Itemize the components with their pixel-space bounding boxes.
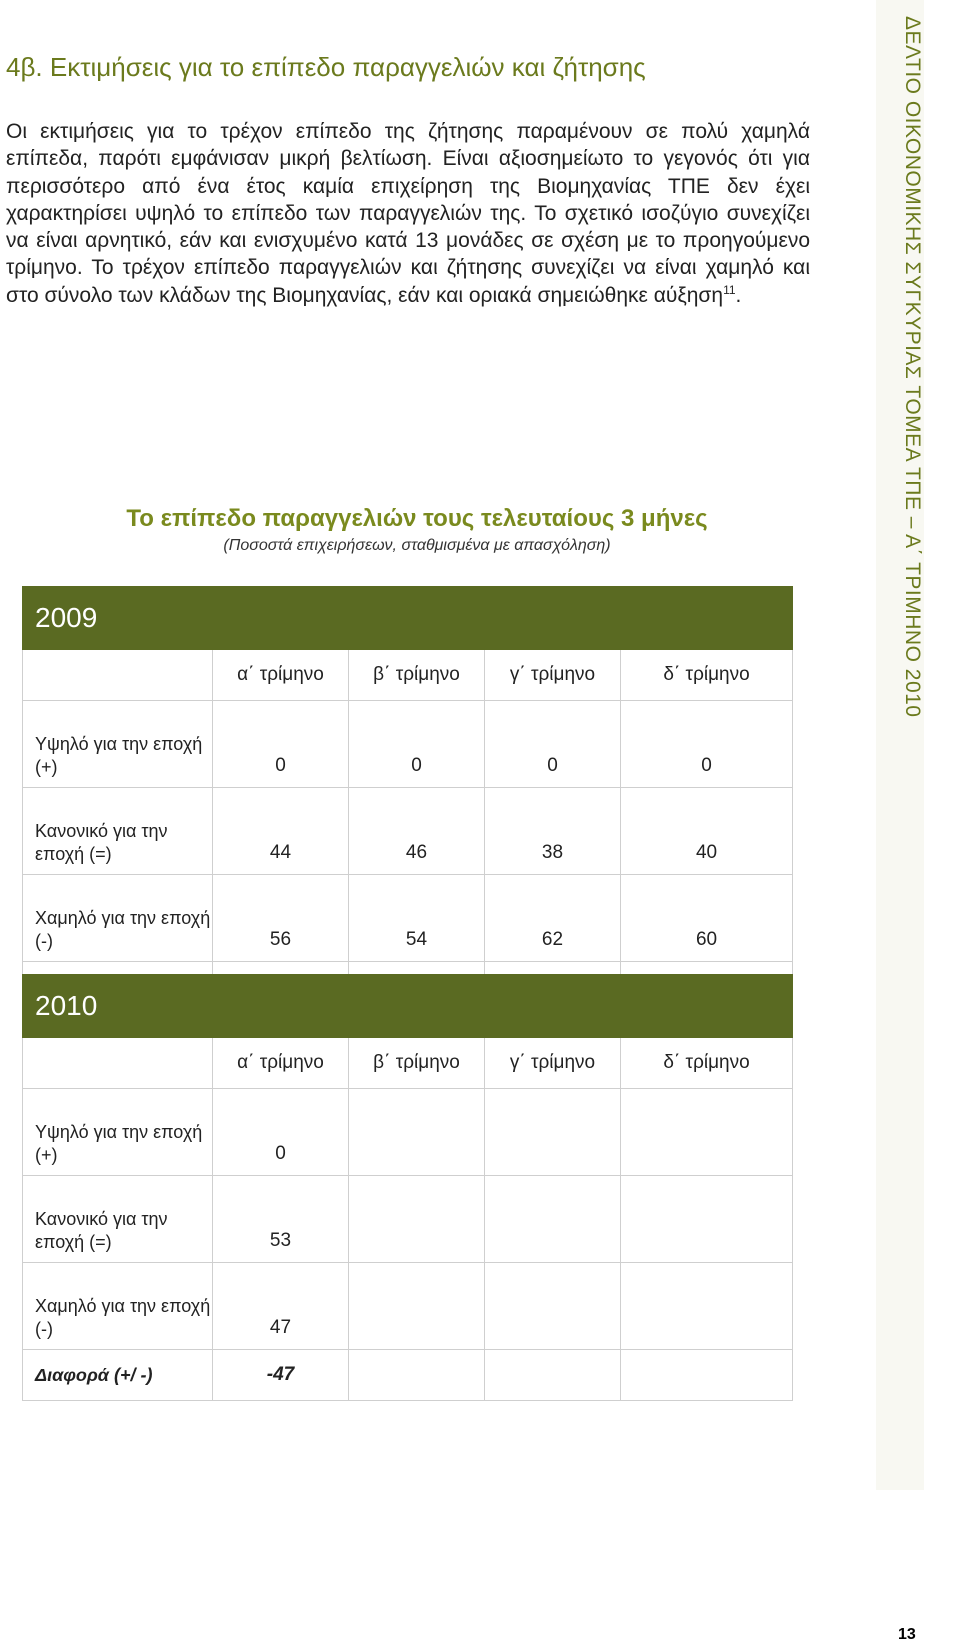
year-label-2009: 2009 — [23, 587, 793, 650]
cell-value — [485, 1089, 621, 1176]
page-number: 13 — [898, 1626, 916, 1643]
quarter-header-b: β΄ τρίμηνο — [349, 650, 485, 701]
table-row-normal — [23, 788, 793, 875]
cell-value: 0 — [621, 701, 793, 788]
year-row-2009 — [23, 587, 793, 650]
year-label-2010: 2010 — [23, 975, 793, 1038]
table-row-high — [23, 701, 793, 788]
cell-value: 62 — [485, 875, 621, 962]
quarter-header-c: γ΄ τρίμηνο — [485, 650, 621, 701]
cell-value: 56 — [213, 875, 349, 962]
cell-value: 53 — [213, 1176, 349, 1263]
table-title: Το επίπεδο παραγγελιών τους τελευταίους 3 μήνες — [126, 505, 708, 532]
cell-value: 38 — [485, 788, 621, 875]
cell-value: 46 — [349, 788, 485, 875]
cell-value — [349, 1263, 485, 1350]
year-row-2010 — [23, 975, 793, 1038]
cell-value — [621, 1350, 793, 1401]
table-2010 — [22, 974, 792, 1401]
sidebar-title: ΔΕΛΤΙΟ ΟΙΚΟΝΟΜΙΚΗΣ ΣΥΓΚΥΡΙΑΣ ΤΟΜΕΑ ΤΠΕ – Α΄ ΤΡΙΜΗΝΟ 2010 — [901, 16, 924, 718]
cell-value: 0 — [213, 1089, 349, 1176]
cell-value — [349, 1176, 485, 1263]
table-row-normal — [23, 1176, 793, 1263]
cell-value: 0 — [349, 701, 485, 788]
cell-value: 40 — [621, 788, 793, 875]
quarter-header-b: β΄ τρίμηνο — [349, 1038, 485, 1089]
row-label-normal: Κανονικό για την εποχή (=) — [23, 1176, 213, 1263]
row-label-low: Χαμηλό για την εποχή (-) — [23, 875, 213, 962]
cell-value — [621, 1263, 793, 1350]
row-label-high: Υψηλό για την εποχή (+) — [23, 701, 213, 788]
table-subtitle: (Ποσοστά επιχειρήσεων, σταθμισμένα με απασχόληση) — [223, 537, 611, 554]
cell-value — [485, 1263, 621, 1350]
quarter-header-c: γ΄ τρίμηνο — [485, 1038, 621, 1089]
paragraph-text: Οι εκτιμήσεις για το τρέχον επίπεδο της ζήτησης παραμένουν σε πολύ χαμηλά επίπεδα, παρότι εμφάνισαν μικρή βελτίωση. Είναι αξιοσημείωτο το γεγονός ότι για περισσότερο από ένα έτος καμία επιχείρηση της Βιομηχανίας ΤΠΕ δεν έχει χαρακτηρίσει υψηλό το επίπεδο των παραγγελιών της. Το σχετικό ισοζύγιο συνεχίζει να είναι αρνητικό, εάν και ενισχυμένο κατά 13 μονάδες σε σχέση με το προηγούμενο τρίμηνο. Το τρέχον επίπεδο παραγγελιών και ζήτησης συνεχίζει να είναι χαμηλό και στο σύνολο των κλάδων της Βιομηχανίας, εάν και οριακά σημειώθηκε αύξηση — [6, 120, 810, 307]
row-label-diff: Διαφορά (+/ -) — [23, 1350, 213, 1401]
row-label-high: Υψηλό για την εποχή (+) — [23, 1089, 213, 1176]
cell-value: 0 — [213, 701, 349, 788]
cell-value — [621, 1089, 793, 1176]
cell-value — [349, 1350, 485, 1401]
empty-header-cell — [23, 650, 213, 701]
cell-value — [485, 1176, 621, 1263]
row-label-normal: Κανονικό για την εποχή (=) — [23, 788, 213, 875]
quarter-header-d: δ΄ τρίμηνο — [621, 650, 793, 701]
table-row-diff — [23, 1350, 793, 1401]
cell-value: 60 — [621, 875, 793, 962]
section-heading: 4β. Εκτιμήσεις για το επίπεδο παραγγελιών και ζήτησης — [6, 52, 646, 82]
table-2009 — [22, 586, 792, 1013]
quarter-header-d: δ΄ τρίμηνο — [621, 1038, 793, 1089]
cell-value: 0 — [485, 701, 621, 788]
table-row-low — [23, 1263, 793, 1350]
row-label-low: Χαμηλό για την εποχή (-) — [23, 1263, 213, 1350]
table-row-high — [23, 1089, 793, 1176]
cell-value — [485, 1350, 621, 1401]
cell-value — [349, 1089, 485, 1176]
table-row-low — [23, 875, 793, 962]
empty-header-cell — [23, 1038, 213, 1089]
quarter-header-a: α΄ τρίμηνο — [213, 650, 349, 701]
quarter-header-row — [23, 650, 793, 701]
cell-value: 44 — [213, 788, 349, 875]
quarter-header-a: α΄ τρίμηνο — [213, 1038, 349, 1089]
cell-value — [621, 1176, 793, 1263]
body-paragraph — [6, 118, 810, 309]
footnote-ref[interactable]: 11 — [723, 282, 736, 297]
quarter-header-row — [23, 1038, 793, 1089]
cell-value: 54 — [349, 875, 485, 962]
paragraph-end: . — [735, 283, 742, 307]
cell-value: 47 — [213, 1263, 349, 1350]
cell-value: -47 — [213, 1350, 349, 1401]
